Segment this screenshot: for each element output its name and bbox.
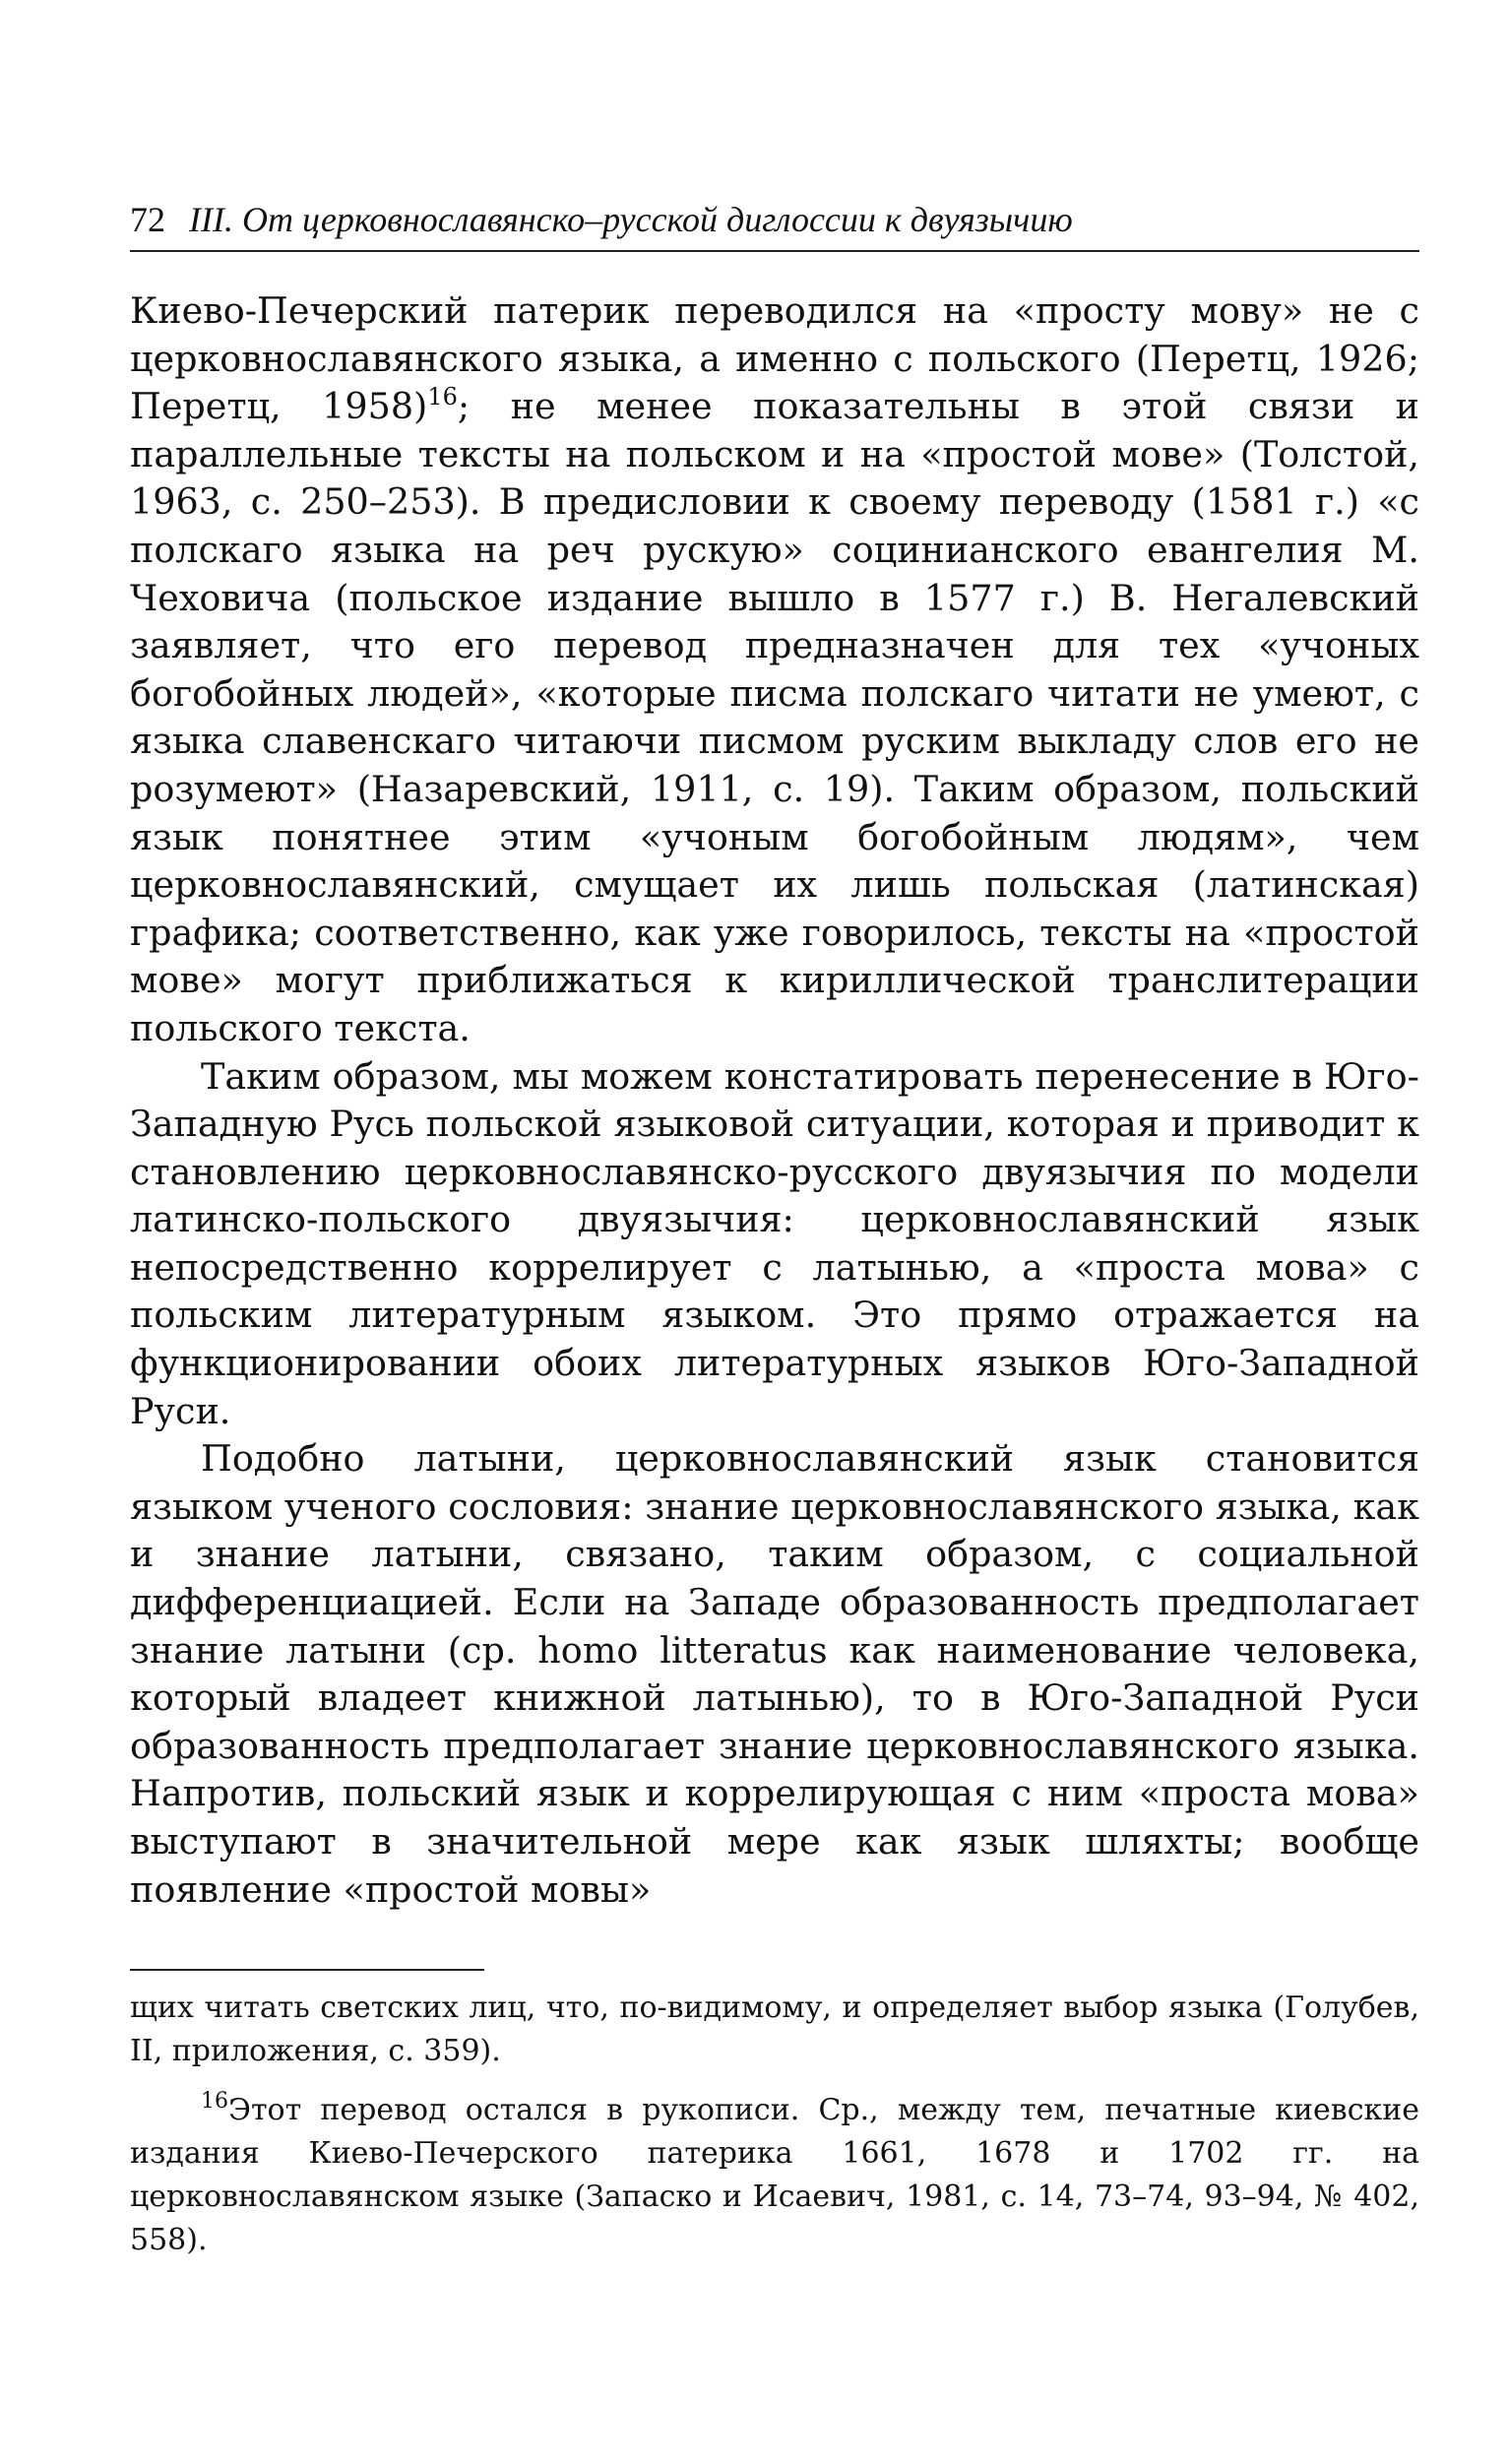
running-head	[130, 195, 1419, 244]
footnote-16	[130, 2089, 1419, 2262]
footnote-16-text: Этот перевод остался в рукописи. Ср., между тем, печатные киевские издания Киево-Печерского патерика 1661, 1678 и 1702 гг. на церковнославянском языке (Запаско и Исаевич, 1981, с. 14, 73–74, 93–94, № 402, 558).	[130, 2093, 1419, 2257]
paragraph-3: Подобно латыни, церковнославянский язык становится языком ученого сословия: знание церковнославянского языка, как и знание латыни, связано, таким образом, с социальной дифференциацией. Если на Западе образованность предполагает знание латыни (ср. homo litteratus как наименование человека, который владеет книжной латынью), то в Юго-Западной Руси образованность предполагает знание церковнославянского языка. Напротив, польский язык и коррелирующая с ним «проста мова» выступают в значительной мере как язык шляхты; вообще появление «простой мовы»	[130, 1437, 1419, 1911]
footnote-continuation: щих читать светских лиц, что, по-видимому, и определяет выбор языка (Голубев, II, приложения, с. 359).	[130, 1990, 1419, 2068]
footnote-16-marker: 16	[201, 2089, 228, 2114]
chapter-title: III. От церковнославянско–русской диглоссии к двуязычию	[189, 200, 1073, 239]
paragraph-1	[130, 287, 1419, 1053]
footnote-reference-16: 16	[427, 383, 458, 411]
footnotes	[130, 1987, 1419, 2262]
page-number: 72	[130, 200, 165, 239]
paragraph-2: Таким образом, мы можем констатировать перенесение в Юго-Западную Русь польской языковой ситуации, которая и приводит к становлению церковнославянско-русского двуязычия по модели латинско-польского двуязычия: церковнославянский язык непосредственно коррелирует с латынью, а «проста мова» с польским литературным языком. Это прямо отражается на функционировании обоих литературных языков Юго-Западной Руси.	[130, 1054, 1419, 1432]
footnote-rule	[130, 1969, 484, 1971]
paragraph-1-part-2: ; не менее показательны в этой связи и параллельные тексты на польском и на «простой мове» (Толстой, 1963, с. 250–253). В предисловии к своему переводу (1581 г.) «с полскаго языка на реч рускую» социнианского евангелия М. Чеховича (польское издание вышло в 1577 г.) В. Негалевский заявляет, что его перевод предназначен для тех «учоных богобойных людей», «которые писма полскаго читати не умеют, с языка славенскаго читаючи писмом руским выкладу слов его не розумеют» (Назаревский, 1911, с. 19). Таким образом, польский язык понятнее этим «учоным богобойным людям», чем церковнославянский, смущает их лишь польская (латинская) графика; соответственно, как уже говорилось, тексты на «простой мове» могут приближаться к кириллической транслитерации польского текста.	[130, 385, 1419, 1049]
paragraph-1-part-1: Киево-Печерский патерик переводился на «просту мову» не с церковнославянского языка, а именно с польского (Перетц, 1926; Перетц, 1958)	[130, 289, 1419, 428]
header-rule	[130, 250, 1419, 252]
main-text	[130, 287, 1419, 1914]
